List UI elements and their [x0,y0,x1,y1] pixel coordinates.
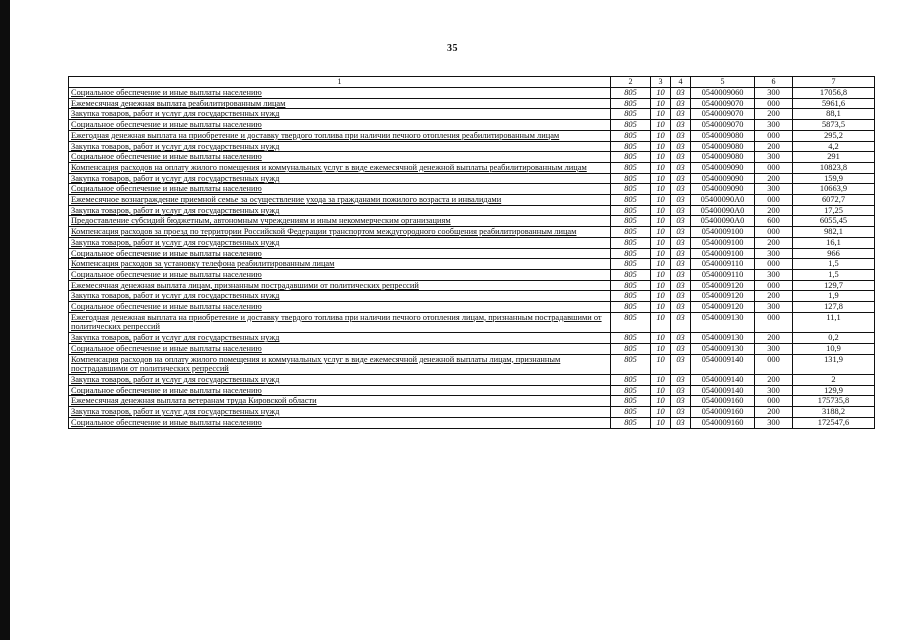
row-section-cell: 10 [651,291,671,302]
row-name-cell: Закупка товаров, работ и услуг для государственных нужд [69,173,611,184]
row-subsection-cell: 03 [671,385,691,396]
row-section-cell: 10 [651,120,671,131]
row-subsection-cell: 03 [671,269,691,280]
row-name-cell: Закупка товаров, работ и услуг для государственных нужд [69,141,611,152]
row-section-cell: 10 [651,259,671,270]
row-code-cell: 805 [611,195,651,206]
row-section-cell: 10 [651,374,671,385]
row-code-cell: 805 [611,98,651,109]
row-expense-type-cell: 200 [755,109,793,120]
row-amount-cell: 10,9 [793,343,875,354]
row-subsection-cell: 03 [671,152,691,163]
row-name-cell: Социальное обеспечение и иные выплаты населению [69,88,611,99]
row-section-cell: 10 [651,141,671,152]
row-name-cell: Ежегодная денежная выплата на приобретение и доставку твердого топлива при наличии печного отопления лицам, признанным пострадавшими от политических репрессий [69,312,611,332]
column-header: 2 [611,77,651,88]
row-section-cell: 10 [651,109,671,120]
row-code-cell: 805 [611,109,651,120]
table-row [69,407,875,418]
row-section-cell: 10 [651,152,671,163]
row-code-cell: 805 [611,333,651,344]
row-target-article-cell: 0540009090 [691,162,755,173]
row-expense-type-cell: 300 [755,302,793,313]
row-amount-cell: 1,9 [793,291,875,302]
row-amount-cell: 129,9 [793,385,875,396]
row-amount-cell: 129,7 [793,280,875,291]
column-header: 1 [69,77,611,88]
row-subsection-cell: 03 [671,88,691,99]
row-section-cell: 10 [651,407,671,418]
row-section-cell: 10 [651,237,671,248]
row-target-article-cell: 0540009130 [691,333,755,344]
row-name-cell: Ежемесячная денежная выплата ветеранам труда Кировской области [69,396,611,407]
row-expense-type-cell: 600 [755,216,793,227]
row-subsection-cell: 03 [671,216,691,227]
row-section-cell: 10 [651,354,671,374]
row-section-cell: 10 [651,396,671,407]
row-expense-type-cell: 300 [755,385,793,396]
row-target-article-cell: 0540009100 [691,237,755,248]
row-code-cell: 805 [611,162,651,173]
row-section-cell: 10 [651,280,671,291]
row-expense-type-cell: 300 [755,120,793,131]
row-subsection-cell: 03 [671,162,691,173]
row-subsection-cell: 03 [671,195,691,206]
row-section-cell: 10 [651,98,671,109]
table-row [69,354,875,374]
row-target-article-cell: 0540009130 [691,343,755,354]
table-row [69,396,875,407]
row-code-cell: 805 [611,237,651,248]
row-expense-type-cell: 000 [755,195,793,206]
row-section-cell: 10 [651,302,671,313]
table-row [69,152,875,163]
row-code-cell: 805 [611,130,651,141]
row-amount-cell: 5961,6 [793,98,875,109]
row-expense-type-cell: 300 [755,184,793,195]
row-name-cell: Закупка товаров, работ и услуг для государственных нужд [69,237,611,248]
row-subsection-cell: 03 [671,184,691,195]
row-amount-cell: 131,9 [793,354,875,374]
row-expense-type-cell: 300 [755,248,793,259]
row-amount-cell: 6072,7 [793,195,875,206]
row-section-cell: 10 [651,343,671,354]
column-header: 3 [651,77,671,88]
row-subsection-cell: 03 [671,343,691,354]
row-section-cell: 10 [651,162,671,173]
row-code-cell: 805 [611,88,651,99]
row-expense-type-cell: 000 [755,98,793,109]
row-expense-type-cell: 000 [755,227,793,238]
row-target-article-cell: 0540009100 [691,227,755,238]
row-section-cell: 10 [651,333,671,344]
row-name-cell: Компенсация расходов на оплату жилого помещения и коммунальных услуг в виде ежемесячной денежной выплаты лицам, признанным пострадавшими от политических репрессий [69,354,611,374]
row-expense-type-cell: 000 [755,130,793,141]
row-amount-cell: 88,1 [793,109,875,120]
table-row [69,280,875,291]
row-section-cell: 10 [651,216,671,227]
row-target-article-cell: 0540009080 [691,130,755,141]
row-subsection-cell: 03 [671,396,691,407]
row-expense-type-cell: 300 [755,269,793,280]
row-subsection-cell: 03 [671,302,691,313]
row-subsection-cell: 03 [671,407,691,418]
row-subsection-cell: 03 [671,237,691,248]
row-code-cell: 805 [611,141,651,152]
row-subsection-cell: 03 [671,354,691,374]
row-target-article-cell: 0540009100 [691,248,755,259]
budget-table [68,76,875,429]
row-code-cell: 805 [611,120,651,131]
row-name-cell: Социальное обеспечение и иные выплаты населению [69,302,611,313]
table-row [69,227,875,238]
row-subsection-cell: 03 [671,109,691,120]
table-row [69,312,875,332]
table-row [69,205,875,216]
column-header: 5 [691,77,755,88]
table-row [69,109,875,120]
row-code-cell: 805 [611,280,651,291]
row-section-cell: 10 [651,248,671,259]
row-section-cell: 10 [651,312,671,332]
row-section-cell: 10 [651,227,671,238]
row-expense-type-cell: 200 [755,407,793,418]
table-row [69,88,875,99]
row-code-cell: 805 [611,227,651,238]
row-amount-cell: 172547,6 [793,417,875,428]
row-subsection-cell: 03 [671,120,691,131]
row-name-cell: Ежемесячное вознаграждение приемной семье за осуществление ухода за гражданами пожилого возраста и инвалидами [69,195,611,206]
row-target-article-cell: 0540009070 [691,109,755,120]
row-section-cell: 10 [651,173,671,184]
row-expense-type-cell: 000 [755,162,793,173]
row-expense-type-cell: 200 [755,205,793,216]
row-target-article-cell: 0540009160 [691,417,755,428]
row-subsection-cell: 03 [671,130,691,141]
row-target-article-cell: 0540009120 [691,280,755,291]
row-code-cell: 805 [611,291,651,302]
row-section-cell: 10 [651,205,671,216]
row-name-cell: Социальное обеспечение и иные выплаты населению [69,248,611,259]
row-name-cell: Закупка товаров, работ и услуг для государственных нужд [69,407,611,418]
row-name-cell: Социальное обеспечение и иные выплаты населению [69,152,611,163]
row-name-cell: Ежемесячная денежная выплата реабилитированным лицам [69,98,611,109]
row-name-cell: Закупка товаров, работ и услуг для государственных нужд [69,333,611,344]
row-code-cell: 805 [611,312,651,332]
row-name-cell: Закупка товаров, работ и услуг для государственных нужд [69,291,611,302]
row-code-cell: 805 [611,417,651,428]
table-row [69,98,875,109]
row-name-cell: Предоставление субсидий бюджетным, автономным учреждениям и иным некоммерческим организациям [69,216,611,227]
row-name-cell: Социальное обеспечение и иные выплаты населению [69,120,611,131]
table-row [69,374,875,385]
row-name-cell: Компенсация расходов за установку телефона реабилитированным лицам [69,259,611,270]
row-target-article-cell: 0540009130 [691,312,755,332]
row-expense-type-cell: 000 [755,396,793,407]
row-amount-cell: 5873,5 [793,120,875,131]
row-amount-cell: 16,1 [793,237,875,248]
row-expense-type-cell: 000 [755,312,793,332]
row-section-cell: 10 [651,269,671,280]
table-row [69,195,875,206]
row-name-cell: Социальное обеспечение и иные выплаты населению [69,184,611,195]
row-subsection-cell: 03 [671,248,691,259]
row-subsection-cell: 03 [671,333,691,344]
row-code-cell: 805 [611,205,651,216]
row-target-article-cell: 0540009110 [691,269,755,280]
row-name-cell: Закупка товаров, работ и услуг для государственных нужд [69,205,611,216]
row-target-article-cell: 0540009090 [691,173,755,184]
row-section-cell: 10 [651,184,671,195]
row-target-article-cell: 0540009060 [691,88,755,99]
row-name-cell: Социальное обеспечение и иные выплаты населению [69,385,611,396]
row-code-cell: 805 [611,385,651,396]
row-subsection-cell: 03 [671,291,691,302]
row-amount-cell: 175735,8 [793,396,875,407]
table-row [69,259,875,270]
row-target-article-cell: 0540009090 [691,184,755,195]
table-row [69,269,875,280]
row-target-article-cell: 0540009140 [691,385,755,396]
row-amount-cell: 982,1 [793,227,875,238]
row-code-cell: 805 [611,184,651,195]
table-row [69,343,875,354]
table-row [69,173,875,184]
row-code-cell: 805 [611,396,651,407]
row-subsection-cell: 03 [671,173,691,184]
row-amount-cell: 291 [793,152,875,163]
row-amount-cell: 966 [793,248,875,259]
row-target-article-cell: 0540009070 [691,120,755,131]
row-target-article-cell: 0540009120 [691,302,755,313]
row-code-cell: 805 [611,374,651,385]
row-amount-cell: 10663,9 [793,184,875,195]
table-body [69,88,875,429]
row-expense-type-cell: 000 [755,259,793,270]
row-subsection-cell: 03 [671,227,691,238]
table-row [69,130,875,141]
row-expense-type-cell: 300 [755,343,793,354]
column-header: 4 [671,77,691,88]
row-expense-type-cell: 000 [755,280,793,291]
row-expense-type-cell: 300 [755,88,793,99]
row-target-article-cell: 05400090А0 [691,195,755,206]
row-subsection-cell: 03 [671,259,691,270]
row-code-cell: 805 [611,173,651,184]
row-target-article-cell: 0540009140 [691,374,755,385]
row-code-cell: 805 [611,269,651,280]
row-section-cell: 10 [651,88,671,99]
row-target-article-cell: 0540009120 [691,291,755,302]
row-subsection-cell: 03 [671,417,691,428]
row-subsection-cell: 03 [671,280,691,291]
row-target-article-cell: 0540009140 [691,354,755,374]
table-row [69,333,875,344]
row-target-article-cell: 0540009070 [691,98,755,109]
row-amount-cell: 295,2 [793,130,875,141]
row-expense-type-cell: 200 [755,291,793,302]
row-amount-cell: 4,2 [793,141,875,152]
table-row [69,120,875,131]
row-name-cell: Компенсация расходов на оплату жилого помещения и коммунальных услуг в виде ежемесячной денежной выплаты реабилитированным лицам [69,162,611,173]
table-row [69,248,875,259]
row-target-article-cell: 05400090А0 [691,216,755,227]
row-section-cell: 10 [651,385,671,396]
table-row [69,291,875,302]
row-target-article-cell: 0540009110 [691,259,755,270]
row-expense-type-cell: 200 [755,173,793,184]
row-amount-cell: 11,1 [793,312,875,332]
row-amount-cell: 159,9 [793,173,875,184]
row-name-cell: Закупка товаров, работ и услуг для государственных нужд [69,374,611,385]
row-name-cell: Закупка товаров, работ и услуг для государственных нужд [69,109,611,120]
row-expense-type-cell: 300 [755,417,793,428]
row-name-cell: Социальное обеспечение и иные выплаты населению [69,343,611,354]
table-row [69,184,875,195]
row-target-article-cell: 0540009160 [691,396,755,407]
row-subsection-cell: 03 [671,205,691,216]
table-row [69,216,875,227]
table-row [69,385,875,396]
table-row [69,302,875,313]
row-target-article-cell: 05400090А0 [691,205,755,216]
row-section-cell: 10 [651,417,671,428]
row-subsection-cell: 03 [671,98,691,109]
row-code-cell: 805 [611,259,651,270]
row-target-article-cell: 0540009160 [691,407,755,418]
page-number: 35 [447,43,458,54]
column-header: 7 [793,77,875,88]
row-code-cell: 805 [611,152,651,163]
row-subsection-cell: 03 [671,312,691,332]
row-section-cell: 10 [651,130,671,141]
row-code-cell: 805 [611,354,651,374]
row-subsection-cell: 03 [671,141,691,152]
row-code-cell: 805 [611,216,651,227]
row-name-cell: Социальное обеспечение и иные выплаты населению [69,269,611,280]
row-code-cell: 805 [611,302,651,313]
row-name-cell: Ежемесячная денежная выплата лицам, признанным пострадавшими от политических репрессий [69,280,611,291]
row-subsection-cell: 03 [671,374,691,385]
table-row [69,417,875,428]
row-expense-type-cell: 200 [755,333,793,344]
row-expense-type-cell: 000 [755,354,793,374]
row-target-article-cell: 0540009080 [691,152,755,163]
row-amount-cell: 1,5 [793,269,875,280]
row-code-cell: 805 [611,407,651,418]
table-row [69,237,875,248]
row-expense-type-cell: 200 [755,374,793,385]
row-expense-type-cell: 300 [755,152,793,163]
row-section-cell: 10 [651,195,671,206]
row-expense-type-cell: 200 [755,237,793,248]
row-amount-cell: 2 [793,374,875,385]
row-code-cell: 805 [611,343,651,354]
row-code-cell: 805 [611,248,651,259]
row-target-article-cell: 0540009080 [691,141,755,152]
row-name-cell: Социальное обеспечение и иные выплаты населению [69,417,611,428]
row-amount-cell: 0,2 [793,333,875,344]
row-amount-cell: 17056,8 [793,88,875,99]
table-row [69,141,875,152]
row-name-cell: Компенсация расходов за проезд по территории Российской Федерации транспортом междугородного сообщения реабилитированным лицам [69,227,611,238]
row-amount-cell: 1,5 [793,259,875,270]
table-row [69,162,875,173]
row-amount-cell: 6055,45 [793,216,875,227]
row-amount-cell: 10823,8 [793,162,875,173]
row-name-cell: Ежегодная денежная выплата на приобретение и доставку твердого топлива при наличии печного отопления реабилитированным лицам [69,130,611,141]
row-amount-cell: 3188,2 [793,407,875,418]
row-expense-type-cell: 200 [755,141,793,152]
row-amount-cell: 17,25 [793,205,875,216]
scan-edge-bar [0,0,10,640]
table-header-row [69,77,875,88]
column-header: 6 [755,77,793,88]
row-amount-cell: 127,8 [793,302,875,313]
